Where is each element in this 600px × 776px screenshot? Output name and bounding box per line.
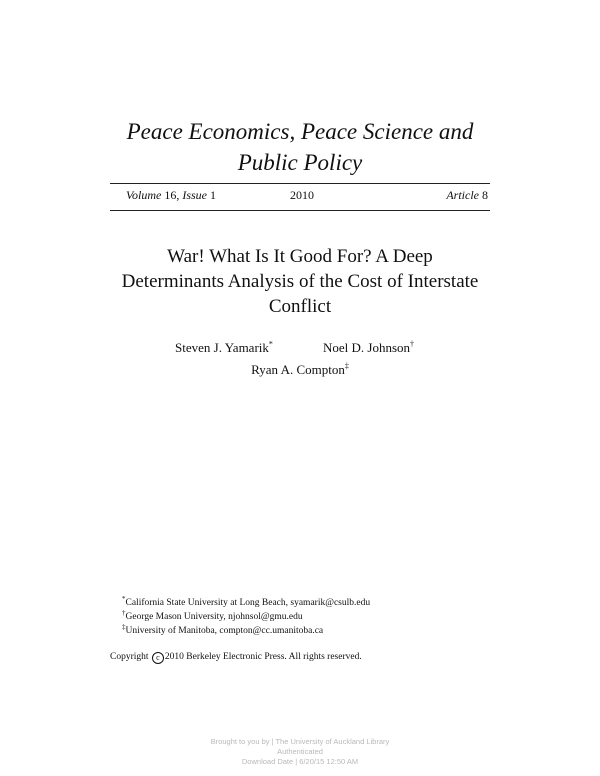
copyright-text: 2010 Berkeley Electronic Press. All rights reserved. (164, 652, 362, 662)
copyright-prefix: Copyright (110, 652, 149, 662)
journal-title-line-1: Peace Economics, Peace Science and (126, 119, 474, 144)
volume-issue (126, 187, 216, 203)
footnote (122, 624, 370, 638)
paper-title (0, 244, 600, 319)
copyright-icon: c (152, 652, 164, 664)
author-mark: † (410, 339, 415, 349)
author (175, 339, 273, 357)
watermark-line-2: Authenticated (277, 747, 323, 756)
footnote-mark: † (122, 608, 126, 617)
article-label: Article (446, 188, 479, 202)
author-mark: * (268, 339, 273, 349)
footnote (122, 596, 370, 610)
author-name: Ryan A. Compton (251, 362, 345, 377)
copyright-notice (110, 650, 362, 664)
header-rule-top (110, 183, 490, 184)
header-rule-bottom (110, 210, 490, 211)
watermark-line-1: Brought to you by | The University of Auckland Library (210, 737, 390, 746)
author (251, 362, 349, 377)
volume-label: Volume (126, 188, 162, 202)
author-name: Noel D. Johnson (323, 340, 411, 355)
author (323, 339, 414, 357)
journal-title (0, 116, 600, 178)
author-mark: ‡ (344, 361, 349, 371)
article-number (446, 187, 488, 203)
footnote (122, 610, 370, 624)
issue-label: Issue (182, 188, 207, 202)
paper-title-line-2: Determinants Analysis of the Cost of Interstate (121, 271, 479, 292)
footnote-mark: ‡ (122, 622, 126, 631)
footnotes (122, 596, 370, 638)
issue-info (110, 187, 490, 203)
issue-number: 1 (210, 188, 216, 202)
footnote-mark: * (122, 594, 126, 603)
download-watermark (0, 737, 600, 767)
footnote-text: George Mason University, njohnsol@gmu.edu (125, 612, 303, 622)
paper-title-line-1: War! What Is It Good For? A Deep (167, 246, 433, 267)
volume-number: 16, (164, 188, 180, 202)
article-value: 8 (482, 188, 488, 202)
footnote-text: University of Manitoba, compton@cc.umanitoba.ca (125, 626, 324, 636)
journal-title-line-2: Public Policy (237, 150, 363, 175)
watermark-line-3: Download Date | 6/20/15 12:50 AM (241, 757, 359, 766)
author-name: Steven J. Yamarik (175, 340, 269, 355)
footnote-text: California State University at Long Beach, syamarik@csulb.edu (125, 598, 371, 608)
paper-title-line-3: Conflict (268, 296, 332, 317)
authors-row-2 (0, 361, 600, 379)
year: 2010 (290, 188, 314, 202)
